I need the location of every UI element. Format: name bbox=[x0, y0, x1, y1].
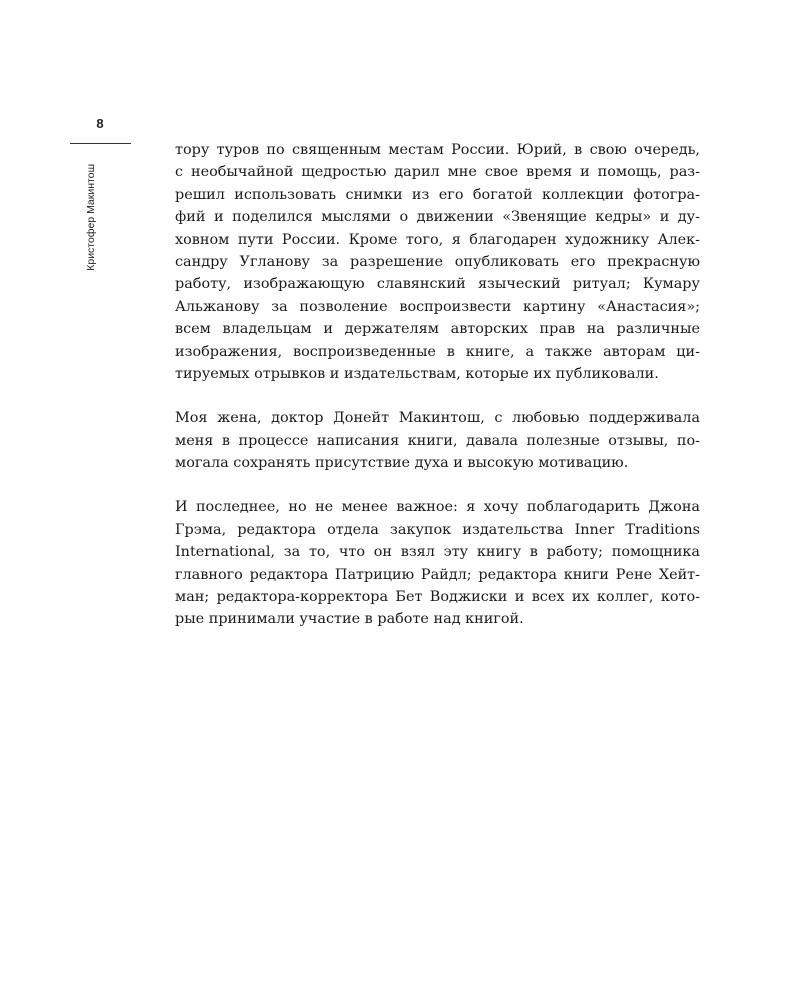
paragraph bbox=[175, 496, 700, 630]
text-line: с необычайной щедростью дарил мне свое время и помощь, раз- bbox=[175, 164, 700, 181]
text-line: меня в процессе написания книги, давала полезные отзывы, по- bbox=[175, 432, 700, 449]
text-line: И последнее, но не менее важное: я хочу поблагодарить Джона bbox=[175, 499, 700, 516]
text-line: могала сохранять присутствие духа и высокую мотивацию. bbox=[175, 455, 629, 472]
text-line: сандру Угланову за разрешение опубликовать его прекрасную bbox=[175, 253, 700, 270]
paragraph-gap bbox=[175, 474, 700, 496]
text-line: главного редактора Патрицию Райдл; редактора книги Рене Хейт- bbox=[175, 566, 700, 583]
text-line: ман; редактора-корректора Бет Воджиски и всех их коллег, кото- bbox=[175, 589, 700, 606]
text-line: работу, изображающую славянский языческий ритуал; Кумару bbox=[175, 276, 700, 293]
paragraph bbox=[175, 407, 700, 474]
page-number: 8 bbox=[96, 116, 104, 131]
text-line: Моя жена, доктор Донейт Макинтош, с любовью поддерживала bbox=[175, 410, 700, 427]
text-line: Альжанову за позволение воспроизвести картину «Анастасия»; bbox=[175, 298, 700, 315]
text-line: ховном пути России. Кроме того, я благодарен художнику Алек- bbox=[175, 231, 700, 248]
text-line: решил использовать снимки из его богатой коллекции фотогра- bbox=[175, 186, 700, 203]
text-line: рые принимали участие в работе над книгой. bbox=[175, 611, 524, 628]
header-rule bbox=[70, 143, 131, 144]
text-line: International, за то, что он взял эту книгу в работу; помощника bbox=[175, 544, 700, 561]
text-line: тируемых отрывков и издательствам, которые их публиковали. bbox=[175, 365, 659, 382]
text-line: изображения, воспроизведенные в книге, а также авторам ци- bbox=[175, 343, 700, 360]
text-line: тору туров по священным местам России. Юрий, в свою очередь, bbox=[175, 142, 700, 158]
text-line: фий и поделился мыслями о движении «Звенящие кедры» и ду- bbox=[175, 209, 700, 226]
paragraph bbox=[175, 139, 700, 385]
running-head-author: Кристофер Макинтош bbox=[85, 164, 97, 271]
paragraph-gap bbox=[175, 385, 700, 407]
text-line: Грэма, редактора отдела закупок издательства Inner Traditions bbox=[175, 521, 700, 538]
text-line: всем владельцам и держателям авторских прав на различные bbox=[175, 321, 700, 338]
body-text bbox=[175, 139, 700, 631]
